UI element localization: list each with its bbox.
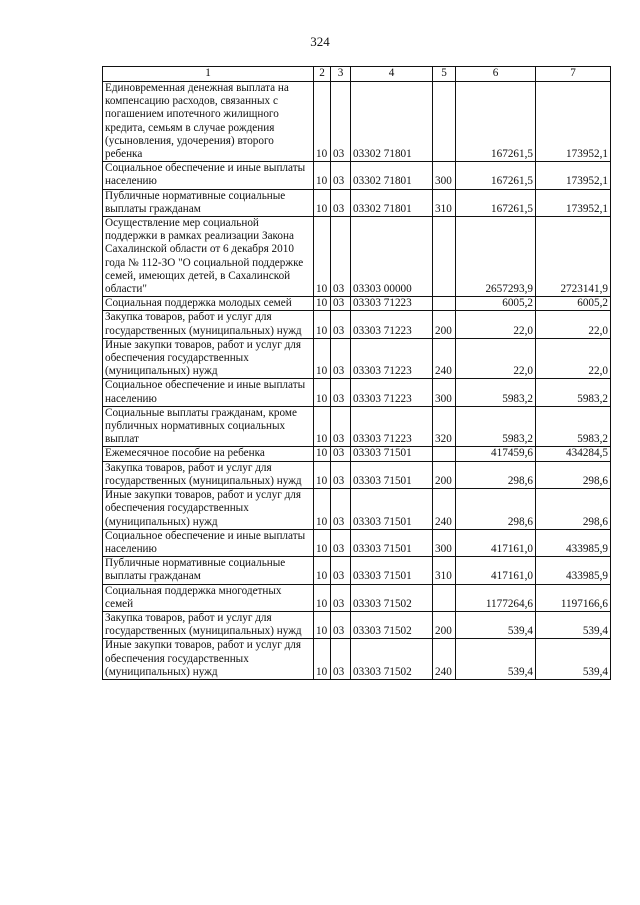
row-target-article: 03303 71502 [351, 584, 433, 611]
row-subsection: 03 [331, 189, 351, 216]
row-expense-type: 320 [433, 406, 456, 447]
row-amount-year-2: 22,0 [536, 338, 611, 379]
row-description: Социальное обеспечение и иные выплаты населению [103, 529, 314, 556]
row-amount-year-1: 2657293,9 [456, 217, 536, 297]
row-amount-year-1: 6005,2 [456, 297, 536, 311]
table-row [103, 217, 611, 297]
column-header-7: 7 [536, 67, 611, 82]
row-subsection: 03 [331, 162, 351, 189]
column-header-3: 3 [331, 67, 351, 82]
column-header-5: 5 [433, 67, 456, 82]
table-row [103, 189, 611, 216]
row-target-article: 03303 71501 [351, 461, 433, 488]
row-section: 10 [314, 406, 331, 447]
table-row [103, 406, 611, 447]
row-amount-year-1: 167261,5 [456, 82, 536, 162]
table-row [103, 584, 611, 611]
row-amount-year-1: 22,0 [456, 338, 536, 379]
table-row [103, 447, 611, 461]
table-row [103, 489, 611, 530]
row-subsection: 03 [331, 529, 351, 556]
row-target-article: 03303 71223 [351, 297, 433, 311]
row-subsection: 03 [331, 461, 351, 488]
row-expense-type: 300 [433, 529, 456, 556]
row-description: Закупка товаров, работ и услуг для государственных (муниципальных) нужд [103, 611, 314, 638]
row-subsection: 03 [331, 311, 351, 338]
row-expense-type: 310 [433, 557, 456, 584]
row-section: 10 [314, 338, 331, 379]
row-description: Социальная поддержка многодетных семей [103, 584, 314, 611]
row-subsection: 03 [331, 447, 351, 461]
row-description: Социальное обеспечение и иные выплаты населению [103, 379, 314, 406]
row-subsection: 03 [331, 297, 351, 311]
table-row [103, 529, 611, 556]
table-row [103, 461, 611, 488]
row-target-article: 03303 71501 [351, 489, 433, 530]
row-amount-year-2: 173952,1 [536, 162, 611, 189]
row-target-article: 03302 71801 [351, 189, 433, 216]
row-expense-type: 200 [433, 461, 456, 488]
row-expense-type: 200 [433, 311, 456, 338]
row-amount-year-1: 298,6 [456, 461, 536, 488]
row-section: 10 [314, 557, 331, 584]
row-amount-year-1: 417161,0 [456, 557, 536, 584]
row-expense-type [433, 82, 456, 162]
table-row [103, 557, 611, 584]
row-description: Публичные нормативные социальные выплаты гражданам [103, 189, 314, 216]
row-section: 10 [314, 162, 331, 189]
row-section: 10 [314, 611, 331, 638]
row-target-article: 03303 71223 [351, 406, 433, 447]
row-description: Социальная поддержка молодых семей [103, 297, 314, 311]
row-target-article: 03303 71501 [351, 529, 433, 556]
row-amount-year-1: 167261,5 [456, 189, 536, 216]
budget-table [102, 66, 611, 680]
row-section: 10 [314, 189, 331, 216]
row-target-article: 03302 71801 [351, 82, 433, 162]
row-amount-year-1: 417161,0 [456, 529, 536, 556]
row-amount-year-2: 298,6 [536, 489, 611, 530]
row-expense-type [433, 217, 456, 297]
row-subsection: 03 [331, 584, 351, 611]
row-description: Закупка товаров, работ и услуг для государственных (муниципальных) нужд [103, 461, 314, 488]
row-target-article: 03303 71223 [351, 311, 433, 338]
row-section: 10 [314, 461, 331, 488]
row-target-article: 03303 71502 [351, 611, 433, 638]
row-description: Осуществление мер социальной поддержки в рамках реализации Закона Сахалинской области от 6 декабря 2010 года № 112-ЗО "О социальной поддержке семей, имеющих детей, в Сахалинской области" [103, 217, 314, 297]
row-section: 10 [314, 82, 331, 162]
row-subsection: 03 [331, 639, 351, 680]
column-header-6: 6 [456, 67, 536, 82]
column-header-2: 2 [314, 67, 331, 82]
row-section: 10 [314, 447, 331, 461]
row-description: Социальные выплаты гражданам, кроме публичных нормативных социальных выплат [103, 406, 314, 447]
row-expense-type: 300 [433, 162, 456, 189]
table-row [103, 611, 611, 638]
row-subsection: 03 [331, 611, 351, 638]
table-row [103, 639, 611, 680]
row-amount-year-1: 167261,5 [456, 162, 536, 189]
row-description: Социальное обеспечение и иные выплаты населению [103, 162, 314, 189]
row-expense-type: 240 [433, 489, 456, 530]
row-amount-year-1: 5983,2 [456, 406, 536, 447]
row-section: 10 [314, 297, 331, 311]
row-expense-type [433, 297, 456, 311]
row-subsection: 03 [331, 82, 351, 162]
column-header-1: 1 [103, 67, 314, 82]
row-subsection: 03 [331, 379, 351, 406]
row-subsection: 03 [331, 406, 351, 447]
table-row [103, 379, 611, 406]
row-amount-year-2: 298,6 [536, 461, 611, 488]
header-row [103, 67, 611, 82]
row-amount-year-1: 539,4 [456, 611, 536, 638]
table-header [103, 67, 611, 82]
row-amount-year-2: 5983,2 [536, 379, 611, 406]
row-amount-year-2: 173952,1 [536, 82, 611, 162]
row-amount-year-2: 2723141,9 [536, 217, 611, 297]
table-row [103, 162, 611, 189]
row-subsection: 03 [331, 489, 351, 530]
row-expense-type: 300 [433, 379, 456, 406]
row-amount-year-2: 433985,9 [536, 529, 611, 556]
row-description: Иные закупки товаров, работ и услуг для обеспечения государственных (муниципальных) нужд [103, 639, 314, 680]
row-amount-year-1: 298,6 [456, 489, 536, 530]
row-expense-type [433, 447, 456, 461]
row-section: 10 [314, 311, 331, 338]
row-expense-type: 310 [433, 189, 456, 216]
table-row [103, 82, 611, 162]
table-row [103, 311, 611, 338]
row-subsection: 03 [331, 338, 351, 379]
row-amount-year-2: 5983,2 [536, 406, 611, 447]
page-number: 324 [310, 34, 330, 49]
row-description: Иные закупки товаров, работ и услуг для обеспечения государственных (муниципальных) нужд [103, 489, 314, 530]
row-description: Закупка товаров, работ и услуг для государственных (муниципальных) нужд [103, 311, 314, 338]
row-amount-year-2: 1197166,6 [536, 584, 611, 611]
row-subsection: 03 [331, 217, 351, 297]
row-expense-type: 240 [433, 338, 456, 379]
row-description: Публичные нормативные социальные выплаты гражданам [103, 557, 314, 584]
row-target-article: 03303 71223 [351, 338, 433, 379]
row-expense-type [433, 584, 456, 611]
row-amount-year-1: 417459,6 [456, 447, 536, 461]
row-amount-year-1: 5983,2 [456, 379, 536, 406]
row-amount-year-1: 22,0 [456, 311, 536, 338]
row-target-article: 03302 71801 [351, 162, 433, 189]
row-description: Ежемесячное пособие на ребенка [103, 447, 314, 461]
row-target-article: 03303 71501 [351, 557, 433, 584]
row-section: 10 [314, 639, 331, 680]
row-amount-year-2: 433985,9 [536, 557, 611, 584]
table-body [103, 82, 611, 680]
table-row [103, 338, 611, 379]
row-amount-year-2: 539,4 [536, 611, 611, 638]
row-section: 10 [314, 584, 331, 611]
row-amount-year-1: 539,4 [456, 639, 536, 680]
row-expense-type: 200 [433, 611, 456, 638]
row-section: 10 [314, 489, 331, 530]
row-section: 10 [314, 379, 331, 406]
row-target-article: 03303 00000 [351, 217, 433, 297]
row-expense-type: 240 [433, 639, 456, 680]
row-amount-year-2: 173952,1 [536, 189, 611, 216]
row-target-article: 03303 71223 [351, 379, 433, 406]
row-section: 10 [314, 217, 331, 297]
row-target-article: 03303 71502 [351, 639, 433, 680]
row-description: Единовременная денежная выплата на компенсацию расходов, связанных с погашением ипотечного жилищного кредита, семьям в случае рождения (усыновления, удочерения) второго ребенка [103, 82, 314, 162]
row-subsection: 03 [331, 557, 351, 584]
row-target-article: 03303 71501 [351, 447, 433, 461]
row-amount-year-2: 6005,2 [536, 297, 611, 311]
row-amount-year-2: 539,4 [536, 639, 611, 680]
row-description: Иные закупки товаров, работ и услуг для обеспечения государственных (муниципальных) нужд [103, 338, 314, 379]
row-amount-year-2: 434284,5 [536, 447, 611, 461]
table-row [103, 297, 611, 311]
column-header-4: 4 [351, 67, 433, 82]
row-amount-year-1: 1177264,6 [456, 584, 536, 611]
row-section: 10 [314, 529, 331, 556]
row-amount-year-2: 22,0 [536, 311, 611, 338]
